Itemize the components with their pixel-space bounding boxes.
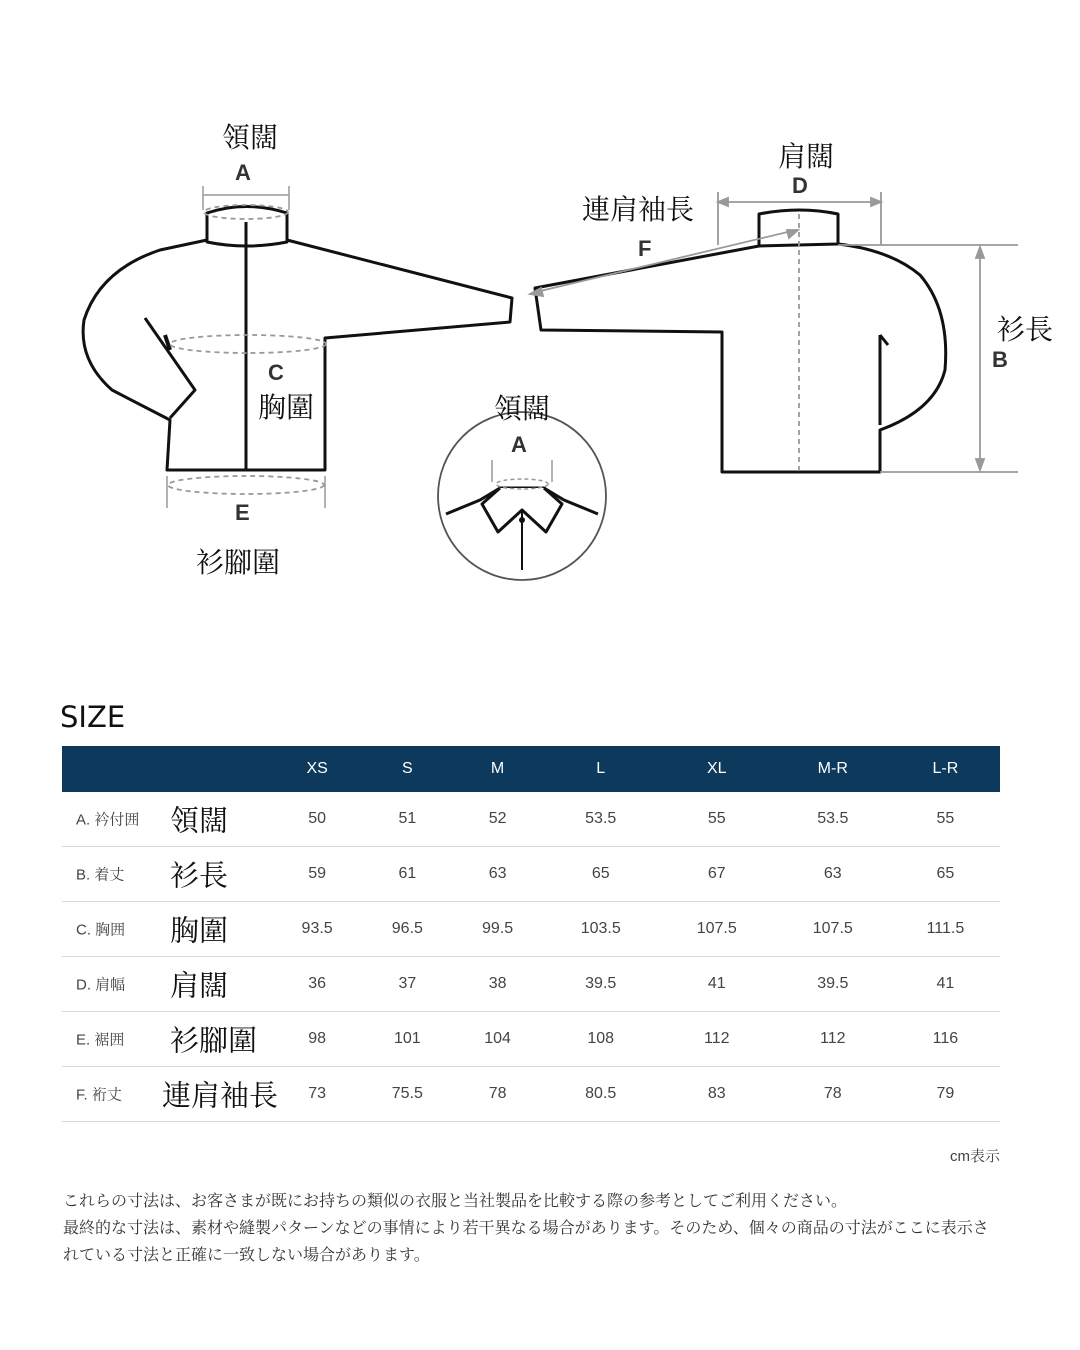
table-cell: 98 [272, 1012, 362, 1067]
table-cell: 39.5 [775, 957, 891, 1012]
table-cell: 75.5 [362, 1067, 452, 1122]
table-row [62, 957, 1000, 1012]
table-cell: 83 [659, 1067, 775, 1122]
table-cell: 107.5 [659, 902, 775, 957]
back-length-letter: B [992, 347, 1008, 372]
size-table [62, 746, 1000, 1122]
note-line: これらの寸法は、お客さまが既にお持ちの類似の衣服と当社製品を比較する際の参考としてご利用ください。 [63, 1193, 848, 1210]
back-shoulder-label: 肩闊 [778, 140, 835, 173]
table-cell: 108 [543, 1012, 659, 1067]
header-size-m-r: M-R [817, 760, 848, 777]
row-chinese-label: 胸圍 [170, 913, 229, 948]
row-chinese-label: 衫長 [170, 858, 229, 893]
table-cell: 36 [272, 957, 362, 1012]
row-code: C. 胸囲 [76, 921, 126, 939]
table-cell: 55 [659, 792, 775, 847]
table-cell: 63 [452, 847, 542, 902]
table-cell: 73 [272, 1067, 362, 1122]
front-collar-letter: A [235, 160, 251, 185]
table-cell: 104 [452, 1012, 542, 1067]
front-view [83, 207, 512, 471]
table-cell: 63 [775, 847, 891, 902]
front-hem-letter: E [235, 500, 250, 525]
front-chest-letter: C [268, 360, 284, 385]
table-cell: 52 [452, 792, 542, 847]
table-cell: 37 [362, 957, 452, 1012]
table-cell: 111.5 [891, 902, 1000, 957]
back-shoulder-letter: D [792, 173, 808, 198]
row-chinese-label: 領闊 [170, 803, 229, 838]
table-cell: 53.5 [775, 792, 891, 847]
row-code: A. 衿付囲 [76, 811, 140, 829]
row-code: B. 着丈 [76, 866, 125, 884]
header-size-l: L [596, 760, 606, 777]
garment-diagram [0, 0, 1080, 600]
back-view [535, 210, 946, 472]
table-cell: 99.5 [452, 902, 542, 957]
table-cell: 78 [452, 1067, 542, 1122]
row-header [62, 792, 272, 847]
table-cell: 79 [891, 1067, 1000, 1122]
table-row [62, 902, 1000, 957]
header-size-xl: XL [706, 760, 727, 777]
row-header [62, 1012, 272, 1067]
table-cell: 112 [775, 1012, 891, 1067]
table-cell: 112 [659, 1012, 775, 1067]
header-size-s: S [402, 760, 413, 777]
table-row [62, 1067, 1000, 1122]
front-hem-label: 衫腳圍 [196, 546, 281, 579]
header-size-l-r: L-R [932, 760, 959, 777]
row-header [62, 1067, 279, 1122]
row-chinese-label: 連肩袖長 [162, 1078, 279, 1113]
table-cell: 78 [775, 1067, 891, 1122]
table-row [62, 1012, 1000, 1067]
table-cell: 41 [891, 957, 1000, 1012]
table-cell: 65 [891, 847, 1000, 902]
table-row [62, 847, 1000, 902]
garment-drawing [0, 0, 1080, 600]
table-cell: 59 [272, 847, 362, 902]
detail-collar-label: 領闊 [494, 392, 551, 425]
row-header [62, 847, 272, 902]
table-cell: 61 [362, 847, 452, 902]
table-cell: 67 [659, 847, 775, 902]
table-cell: 107.5 [775, 902, 891, 957]
table-cell: 55 [891, 792, 1000, 847]
table-cell: 93.5 [272, 902, 362, 957]
row-code: E. 裾囲 [76, 1031, 125, 1049]
row-code: F. 裄丈 [76, 1086, 122, 1104]
disclaimer-note [63, 1188, 1003, 1269]
row-header [62, 957, 272, 1012]
detail-collar-letter: A [511, 432, 527, 457]
back-sleeve-label: 連肩袖長 [582, 193, 695, 226]
header-size-m: M [490, 760, 505, 777]
table-cell: 116 [891, 1012, 1000, 1067]
note-line: 最終的な寸法は、素材や縫製パターンなどの事情により若干異なる場合があります。そのため、個々の商品の寸法がここに表示されている寸法と正確に一致しない場合があります。 [63, 1220, 989, 1264]
row-header [62, 902, 272, 957]
header-size-xs: XS [306, 760, 328, 777]
back-sleeve-letter: F [638, 236, 652, 261]
table-cell: 101 [362, 1012, 452, 1067]
row-code: D. 肩幅 [76, 976, 126, 994]
back-length-label: 衫長 [997, 313, 1054, 346]
size-table-header [62, 746, 1000, 792]
table-cell: 51 [362, 792, 452, 847]
table-cell: 103.5 [543, 902, 659, 957]
table-cell: 41 [659, 957, 775, 1012]
table-cell: 38 [452, 957, 542, 1012]
table-row [62, 792, 1000, 847]
table-cell: 39.5 [543, 957, 659, 1012]
table-cell: 65 [543, 847, 659, 902]
row-chinese-label: 肩闊 [170, 968, 229, 1003]
front-chest-label: 胸圍 [258, 391, 315, 424]
table-cell: 96.5 [362, 902, 452, 957]
table-cell: 53.5 [543, 792, 659, 847]
size-title: SIZE [60, 700, 126, 734]
front-collar-label: 領闊 [222, 121, 279, 154]
header-blank [62, 746, 272, 792]
table-cell: 80.5 [543, 1067, 659, 1122]
row-chinese-label: 衫腳圍 [170, 1023, 258, 1058]
unit-note: cm表示 [950, 1148, 1000, 1165]
table-cell: 50 [272, 792, 362, 847]
